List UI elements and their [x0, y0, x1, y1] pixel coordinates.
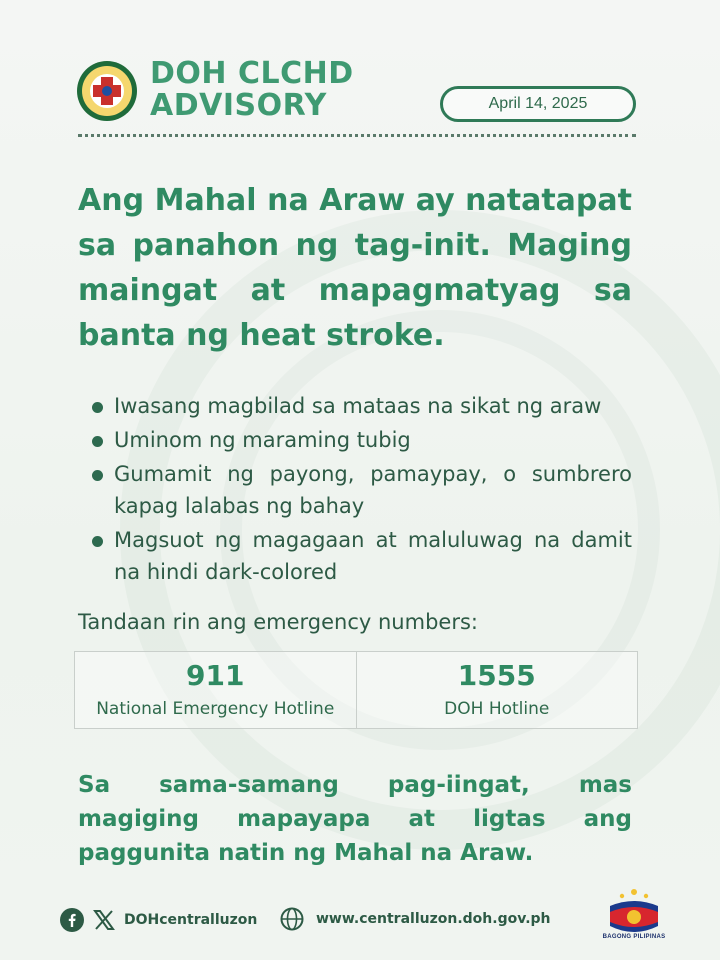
emergency-number: 911	[186, 659, 245, 692]
tip-item: Iwasang magbilad sa mataas na sikat ng araw	[92, 390, 632, 422]
doh-seal-logo	[76, 60, 138, 122]
emergency-number: 1555	[457, 659, 536, 692]
emergency-description: National Emergency Hotline	[96, 699, 335, 719]
headline: Ang Mahal na Araw ay natatapat sa panahon ng tag-init. Maging maingat at mapagmatyag sa banta ng heat stroke.	[78, 183, 632, 353]
social-handle[interactable]: DOHcentralluzon	[124, 912, 258, 928]
facebook-icon[interactable]	[60, 908, 84, 932]
emergency-cell	[357, 652, 638, 728]
emergency-table	[74, 651, 638, 729]
tip-item: Uminom ng maraming tubig	[92, 424, 632, 456]
emergency-description: DOH Hotline	[444, 699, 550, 719]
x-icon[interactable]	[92, 908, 116, 932]
bagong-pilipinas-text: BAGONG PILIPINAS	[602, 934, 666, 940]
date-badge: April 14, 2025	[440, 86, 636, 122]
closing-message: Sa sama-samang pag-iingat, mas magiging mapayapa at ligtas ang paggunita natin ng Mahal na Araw.	[78, 772, 632, 866]
advisory-title-line1: DOH CLCHD	[150, 56, 354, 91]
website-link[interactable]: www.centralluzon.doh.gov.ph	[316, 911, 551, 927]
dotted-divider	[78, 134, 636, 137]
tips-list	[92, 390, 632, 590]
emergency-label: Tandaan rin ang emergency numbers:	[78, 610, 478, 634]
globe-icon	[280, 907, 304, 931]
footer-social	[60, 905, 257, 935]
emergency-cell	[75, 652, 357, 728]
advisory-title	[150, 58, 354, 122]
tip-item: Magsuot ng magagaan at maluluwag na damit na hindi dark-colored	[92, 524, 632, 588]
tip-item: Gumamit ng payong, pamaypay, o sumbrero kapag lalabas ng bahay	[92, 458, 632, 522]
advisory-title-line2: ADVISORY	[150, 88, 327, 123]
